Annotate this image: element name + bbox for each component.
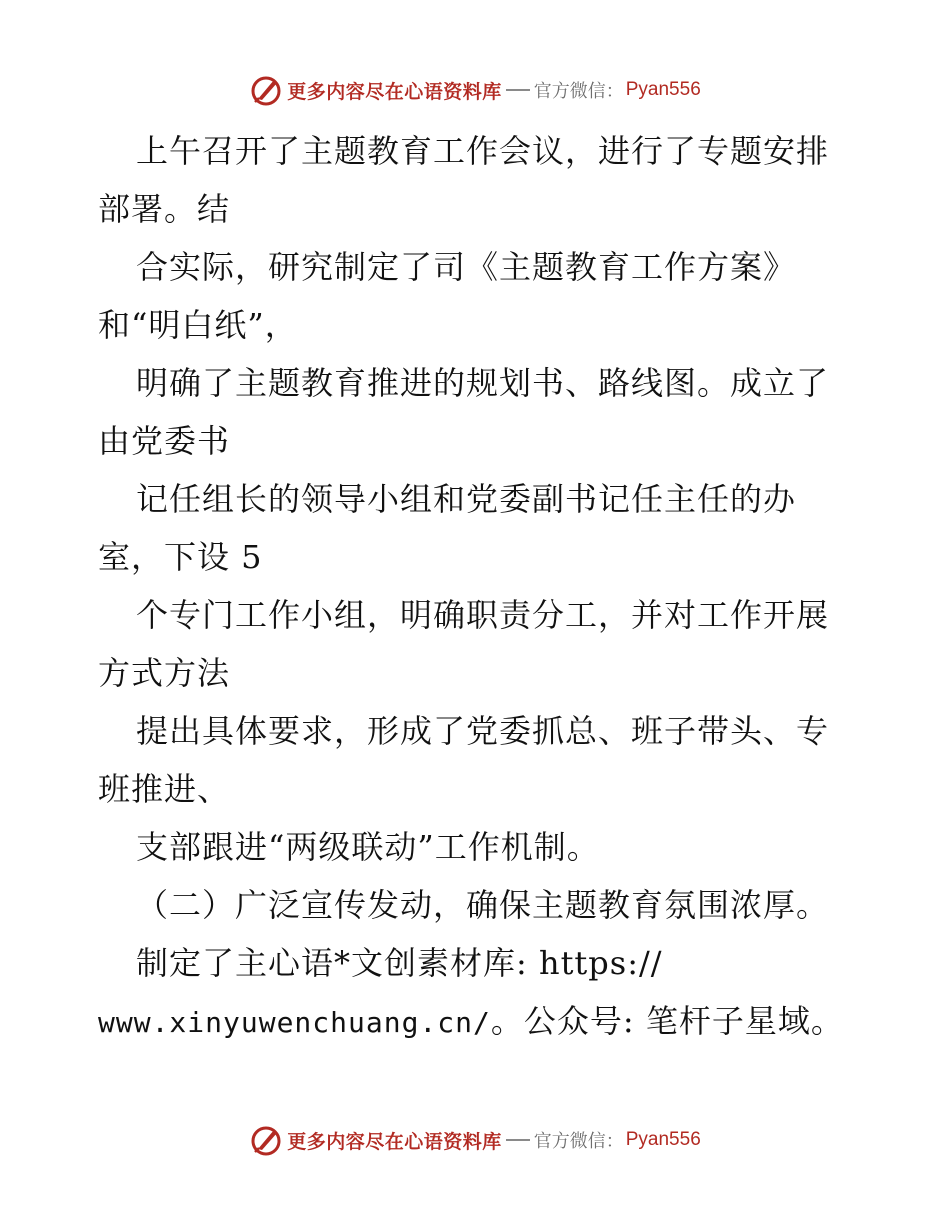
paragraph-line: 部署。结 bbox=[98, 190, 231, 228]
website-url: www.xinyuwenchuang.cn/ bbox=[98, 1006, 491, 1039]
paragraph-line: 和“明白纸”， bbox=[98, 306, 298, 344]
paragraph-line: 室，下设 5 bbox=[98, 538, 263, 576]
paragraph-line: 个专门工作小组，明确职责分工，并对工作开展 bbox=[136, 596, 830, 634]
paragraph-line: 明确了主题教育推进的规划书、路线图。成立了 bbox=[136, 364, 830, 402]
banner-wechat-id: Pyan556 bbox=[625, 79, 701, 100]
section-heading: （二）广泛宣传发动，确保主题教育氛围浓厚。 bbox=[136, 886, 830, 924]
banner-brand-text: 更多内容尽在心语资料库 bbox=[287, 1130, 502, 1153]
url-line-suffix: 。公众号: 笔杆子星域。 bbox=[490, 1002, 844, 1040]
paragraph-line: 制定了主心语*文创素材库: https:// bbox=[136, 944, 663, 982]
paragraph-line: 记任组长的领导小组和党委副书记任主任的办 bbox=[136, 480, 797, 518]
document-body bbox=[98, 122, 878, 1050]
paragraph-line: 方式方法 bbox=[98, 654, 231, 692]
paragraph-line: 由党委书 bbox=[98, 422, 231, 460]
quill-logo-icon bbox=[249, 1123, 283, 1157]
paragraph-line: 班推进、 bbox=[98, 770, 231, 808]
banner-wechat-label: 官方微信： bbox=[533, 81, 624, 102]
banner-wechat-label: 官方微信： bbox=[533, 1131, 624, 1152]
paragraph-line: 提出具体要求，形成了党委抓总、班子带头、专 bbox=[136, 712, 830, 750]
banner-divider bbox=[506, 89, 530, 91]
paragraph-line: 上午召开了主题教育工作会议，进行了专题安排 bbox=[136, 132, 830, 170]
header-banner bbox=[0, 70, 950, 110]
url-line bbox=[98, 992, 878, 1050]
paragraph-line: 支部跟进“两级联动”工作机制。 bbox=[136, 828, 600, 866]
footer-banner bbox=[0, 1120, 950, 1160]
quill-logo-icon bbox=[249, 73, 283, 107]
banner-wechat-id: Pyan556 bbox=[625, 1129, 701, 1150]
paragraph-line: 合实际，研究制定了司《主题教育工作方案》 bbox=[136, 248, 797, 286]
banner-divider bbox=[506, 1139, 530, 1141]
banner-brand-text: 更多内容尽在心语资料库 bbox=[287, 80, 502, 103]
